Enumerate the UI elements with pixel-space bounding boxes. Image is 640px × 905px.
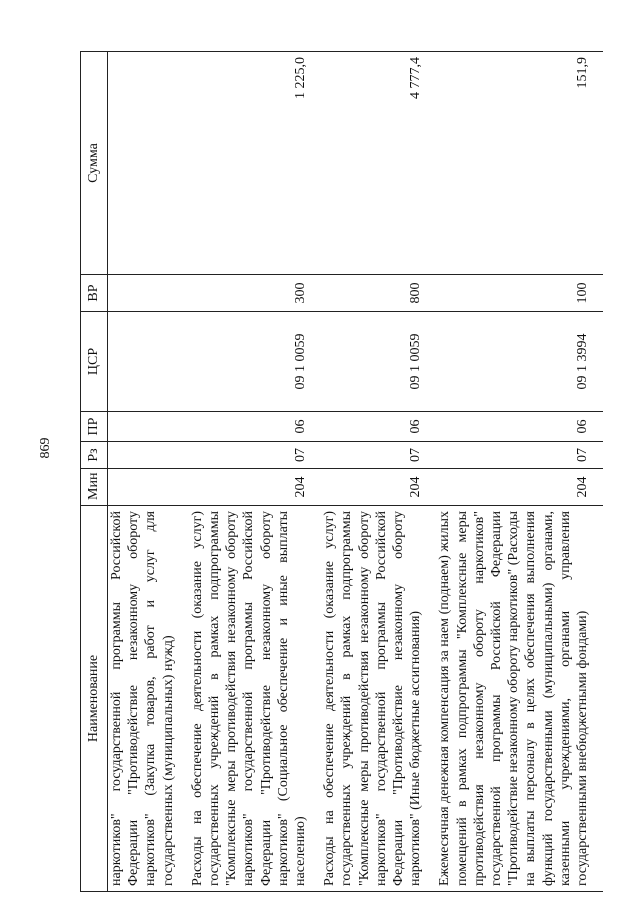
row-csr: 09 1 0059 [189,312,321,412]
row-sum [108,52,189,275]
row-pr: 06 [321,412,436,442]
row-sum: 4 777,4 [321,52,436,275]
row-min: 204 [321,469,436,506]
row-rz: 07 [189,442,321,469]
row-vr: 300 [189,275,321,312]
header-sum: Сумма [81,52,108,275]
row-csr [108,312,189,412]
page-number: 869 [38,437,53,459]
header-min: Мин [81,469,108,506]
row-pr: 06 [436,412,603,442]
row-name: Ежемесячная денежная компенсация за наем (поднаем) жилых помещений в рамках подпрограммы "Комплексные меры противодействия незаконному обороту наркотиков" государственной программы Российской Федерации "Противодействие незаконному обороту наркотиков" (Расходы на выплаты персоналу в целях обеспечения выполнения функций государственными (муниципальными) органами, казенными учреждениями, органами управления государственными внебюджетными фондами) [436,506,603,892]
table-row [321,52,436,892]
header-vr: ВР [81,275,108,312]
row-vr: 800 [321,275,436,312]
row-name: Расходы на обеспечение деятельности (оказание услуг) государственных учреждений в рамках подпрограммы "Комплексные меры противодействия незаконному обороту наркотиков" государственной программы Российской Федерации "Противодействие незаконному обороту наркотиков" (Иные бюджетные ассигнования) [321,506,436,892]
row-rz: 07 [436,442,603,469]
budget-table [80,51,603,892]
row-csr: 09 1 0059 [321,312,436,412]
row-rz: 07 [321,442,436,469]
row-vr [108,275,189,312]
row-rz [108,442,189,469]
table-row [108,52,189,892]
table-row [436,52,603,892]
row-csr: 09 1 3994 [436,312,603,412]
header-csr: ЦСР [81,312,108,412]
row-pr [108,412,189,442]
row-name: наркотиков" государственной программы Российской Федерации "Противодействие незаконному обороту наркотиков" (Закупка товаров, работ и услуг для государственных (муниципальных) нужд) [108,506,189,892]
table-row [189,52,321,892]
rotated-table-container [80,52,640,892]
row-min: 204 [436,469,603,506]
row-sum: 151,9 [436,52,603,275]
header-pr: ПР [81,412,108,442]
header-row [81,52,108,892]
header-rz: Рз [81,442,108,469]
row-min: 204 [189,469,321,506]
header-name: Наименование [81,506,108,892]
row-name: Расходы на обеспечение деятельности (оказание услуг) государственных учреждений в рамках подпрограммы "Комплексные меры противодействия незаконному обороту наркотиков" государственной программы Российской Федерации "Противодействие незаконному обороту наркотиков" (Социальное обеспечение и иные выплаты населению) [189,506,321,892]
row-pr: 06 [189,412,321,442]
row-min [108,469,189,506]
row-vr: 100 [436,275,603,312]
row-sum: 1 225,0 [189,52,321,275]
